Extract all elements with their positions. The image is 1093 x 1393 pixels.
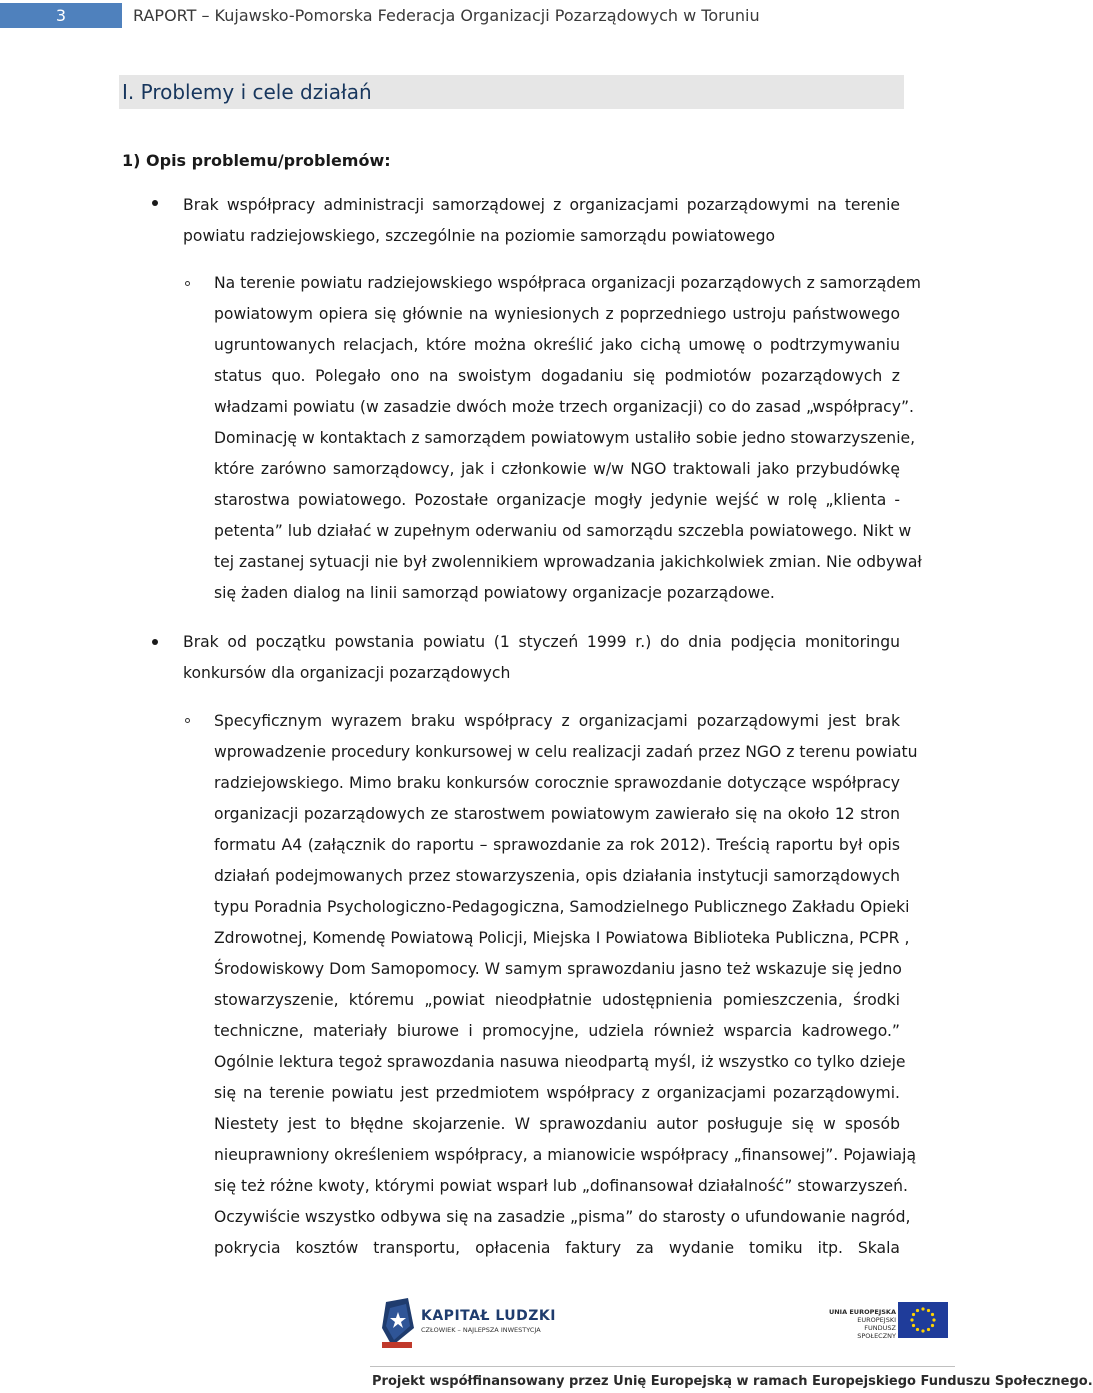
bullet-2-text — [183, 627, 900, 689]
text-line: Specyficznym wyrazem braku współpracy z organizacjami pozarządowymi jest brak — [214, 712, 900, 730]
page-number: 3 — [0, 3, 122, 28]
text-line: petenta” lub działać w zupełnym oderwaniu od samorządu szczebla powiatowego. Nikt w — [214, 522, 912, 540]
page-footer — [0, 1290, 1093, 1393]
text-line: Zdrowotnej, Komendę Powiatową Policji, Miejska I Powiatowa Biblioteka Publiczna, PCPR , — [214, 929, 910, 947]
text-line: Oczywiście wszystko odbywa się na zasadzie „pisma” do starosty o ufundowanie nagród, — [214, 1208, 911, 1226]
text-line: Dominację w kontaktach z samorządem powiatowym ustaliło sobie jedno stowarzyszenie, — [214, 429, 916, 447]
text-line: Ogólnie lektura tegoż sprawozdania nasuwa nieodpartą myśl, iż wszystko co tylko dzieje — [214, 1053, 906, 1071]
text-line: nieuprawniony określeniem współpracy, a mianowicie współpracy „finansowej”. Pojawiają — [214, 1146, 917, 1164]
text-line: wprowadzenie procedury konkursowej w celu realizacji zadań przez NGO z terenu powiatu — [214, 743, 918, 761]
text-line: radziejowskiego. Mimo braku konkursów corocznie sprawozdanie dotyczące współpracy — [214, 774, 900, 792]
text-line: techniczne, materiały biurowe i promocyjne, udziela również wsparcia kadrowego.” — [214, 1022, 900, 1040]
text-line: się żaden dialog na linii samorząd powiatowy organizacje pozarządowe. — [214, 584, 775, 602]
footer-credit: Projekt współfinansowany przez Unię Europejską w ramach Europejskiego Funduszu Społecznego. — [372, 1374, 1093, 1389]
bullet-ring-icon — [185, 718, 190, 723]
report-title: RAPORT – Kujawsko-Pomorska Federacja Organizacji Pozarządowych w Toruniu — [133, 6, 760, 25]
section-title: I. Problemy i cele działań — [122, 80, 372, 104]
text-line: tej zastanej sytuacji nie był zwolennikiem wprowadzania jakichkolwiek zmian. Nie odbywał — [214, 553, 922, 571]
text-line: powiatu radziejowskiego, szczególnie na poziomie samorządu powiatowego — [183, 227, 776, 245]
text-line: starostwa powiatowego. Pozostałe organizacje mogły jedynie wejść w rolę „klienta - — [214, 491, 900, 509]
text-line: pokrycia kosztów transportu, opłacenia faktury za wydanie tomiku itp. Skala — [214, 1239, 900, 1257]
sub-paragraph-2 — [214, 706, 918, 1264]
bullet-dot-icon — [152, 639, 158, 645]
text-line: powiatowym opiera się głównie na wyniesionych z poprzedniego ustroju państwowego — [214, 305, 900, 323]
text-line: konkursów dla organizacji pozarządowych — [183, 664, 511, 682]
text-line: formatu A4 (załącznik do raportu – sprawozdanie za rok 2012). Treścią raportu był opis — [214, 836, 900, 854]
text-line: się też różne kwoty, którymi powiat wsparł lub „dofinansował działalność” stowarzyszeń. — [214, 1177, 908, 1195]
bullet-1-text — [183, 190, 900, 252]
text-line: władzami powiatu (w zasadzie dwóch może trzech organizacji) co do zasad „współpracy”. — [214, 398, 915, 416]
text-line: status quo. Polegało ono na swoistym dogadaniu się podmiotów pozarządowych z — [214, 367, 900, 385]
sub-paragraph-1 — [214, 268, 922, 609]
text-line: typu Poradnia Psychologiczno-Pedagogiczna, Samodzielnego Publicznego Zakładu Opieki — [214, 898, 910, 916]
text-line: które zarówno samorządowcy, jak i członkowie w/w NGO traktowali jako przybudówkę — [214, 460, 900, 478]
subsection-title: 1) Opis problemu/problemów: — [122, 151, 391, 170]
kapital-ludzki-title: KAPITAŁ LUDZKI — [421, 1308, 556, 1324]
text-line: Środowiskowy Dom Samopomocy. W samym sprawozdaniu jasno też wskazuje się jedno — [214, 960, 902, 978]
bullet-ring-icon — [185, 281, 190, 286]
bullet-dot-icon — [152, 200, 158, 206]
text-line: ugruntowanych relacjach, które można określić jako cichą umowę o podtrzymywaniu — [214, 336, 900, 354]
text-line: organizacji pozarządowych ze starostwem powiatowym zawierało się na około 12 stron — [214, 805, 900, 823]
text-line: Niestety jest to błędne skojarzenie. W sprawozdaniu autor posługuje się w sposób — [214, 1115, 900, 1133]
footer-divider — [370, 1366, 955, 1367]
text-line: Brak współpracy administracji samorządowej z organizacjami pozarządowymi na terenie — [183, 196, 900, 214]
eu-fund-label — [826, 1308, 896, 1340]
text-line: działań podejmowanych przez stowarzyszenia, opis działania instytucji samorządowych — [214, 867, 900, 885]
kapital-ludzki-logo-icon — [380, 1298, 420, 1350]
eu-line-2: EUROPEJSKI — [857, 1316, 896, 1324]
eu-line-3: FUNDUSZ SPOŁECZNY — [857, 1324, 896, 1340]
text-line: Na terenie powiatu radziejowskiego współpraca organizacji pozarządowych z samorządem — [214, 274, 921, 292]
text-line: się na terenie powiatu jest przedmiotem współpracy z organizacjami pozarządowymi. — [214, 1084, 900, 1102]
eu-line-1: UNIA EUROPEJSKA — [828, 1308, 896, 1316]
page-header — [0, 0, 960, 30]
kapital-ludzki-subtitle: CZŁOWIEK – NAJLEPSZA INWESTYCJA — [421, 1326, 541, 1334]
text-line: stowarzyszenie, któremu „powiat nieodpłatnie udostępnienia pomieszczenia, środki — [214, 991, 900, 1009]
text-line: Brak od początku powstania powiatu (1 styczeń 1999 r.) do dnia podjęcia monitoringu — [183, 633, 900, 651]
eu-flag-icon — [898, 1302, 948, 1338]
